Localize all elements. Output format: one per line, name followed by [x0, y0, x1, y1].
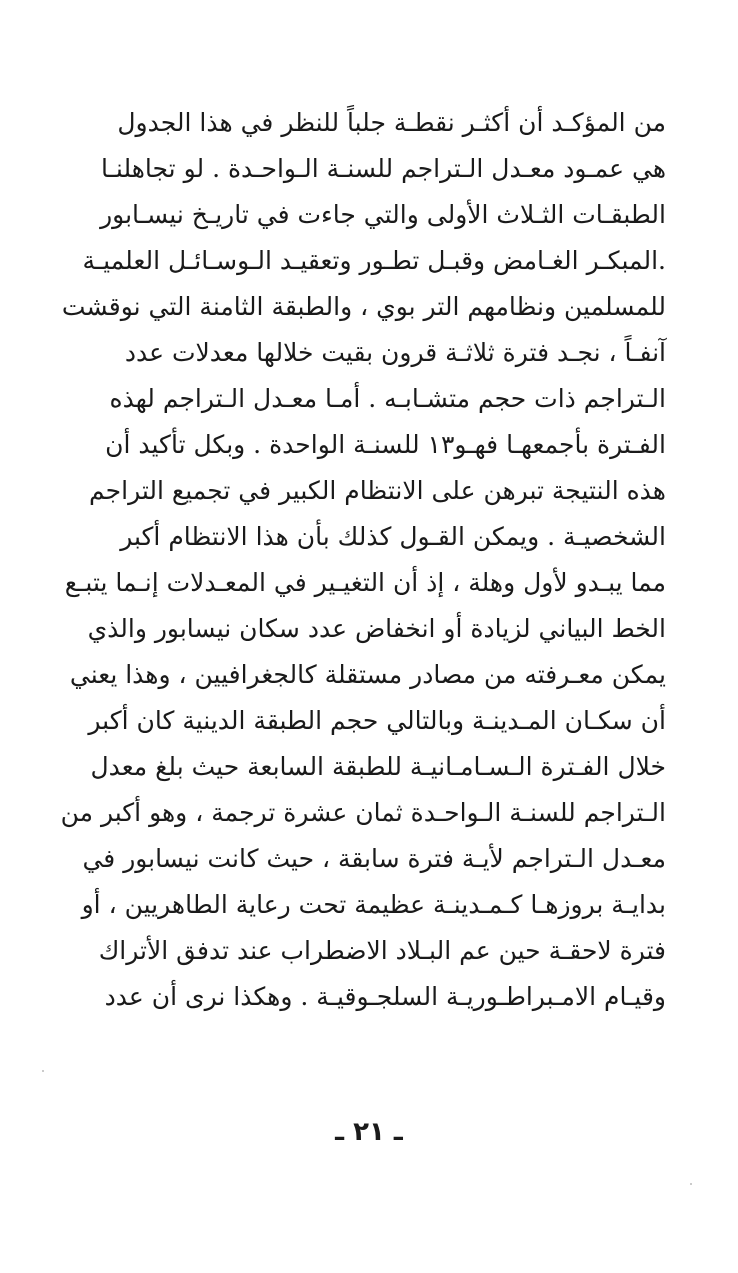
scan-speck [42, 1070, 44, 1072]
text-line: يمكن معـرفته من مصادر مستقلة كالجغرافيين ، وهذا يعني [69, 660, 666, 689]
text-line: آنفـاً ، نجـد فترة ثلاثـة قرون بقيت خلالها معدلات عدد [124, 338, 666, 367]
text-line: .المبكـر الغـامض وقبـل تطـور وتعقيـد الـوسـائـل العلميـة [82, 246, 666, 275]
body-text [60, 100, 666, 1020]
text-line: الـتراجم ذات حجم متشـابـه . أمـا معـدل الـتراجم لهذه [109, 384, 666, 413]
text-line: هذه النتيجة تبرهن على الانتظام الكبير في تجميع التراجم [89, 476, 666, 505]
text-line: الـتراجم للسنـة الـواحـدة ثمان عشرة ترجمة ، وهو أكبر من [60, 798, 666, 827]
text-line: مما يبـدو لأول وهلة ، إذ أن التغيـير في المعـدلات إنـما يتبـع [64, 568, 666, 597]
text-line: خلال الفـترة الـسـامـانيـة للطبقة السابعة حيث بلغ معدل [90, 752, 666, 781]
text-line: أن سكـان المـدينـة وبالتالي حجم الطبقة الدينية كان أكبر [88, 706, 666, 735]
scan-speck [690, 1183, 692, 1185]
text-line: بدايـة بروزهـا كـمـدينـة عظيمة تحت رعاية الطاهريين ، أو [81, 890, 666, 919]
text-line: الخط البياني لزيادة أو انخفاض عدد سكان نيسابور والذي [87, 614, 666, 643]
text-line: من المؤكـد أن أكثـر نقطـة جلباً للنظر في هذا الجدول [117, 108, 666, 137]
text-line: هي عمـود معـدل الـتراجم للسنـة الـواحـدة . لو تجاهلنـا [100, 154, 666, 183]
text-line: للمسلمين ونظامهم التر بوي ، والطبقة الثامنة التي نوقشت [61, 292, 666, 321]
text-line: معـدل الـتراجم لأيـة فترة سابقة ، حيث كانت نيسابور في [82, 844, 666, 873]
text-line: الطبقـات الثـلاث الأولى والتي جاءت في تاريـخ نيسـابور [100, 200, 666, 229]
page-number: ـ ٢١ ـ [335, 1117, 403, 1147]
text-line: وقيـام الامـبراطـوريـة السلجـوقيـة . وهكذا نرى أن عدد [104, 982, 666, 1011]
text-line: الشخصيـة . ويمكن القـول كذلك بأن هذا الانتظام أكبر [120, 522, 666, 551]
text-line: فترة لاحقـة حين عم البـلاد الاضطراب عند تدفق الأتراك [98, 936, 666, 965]
text-line: الفـترة بأجمعهـا فهـو١٣ للسنـة الواحدة . وبكل تأكيد أن [105, 430, 666, 459]
